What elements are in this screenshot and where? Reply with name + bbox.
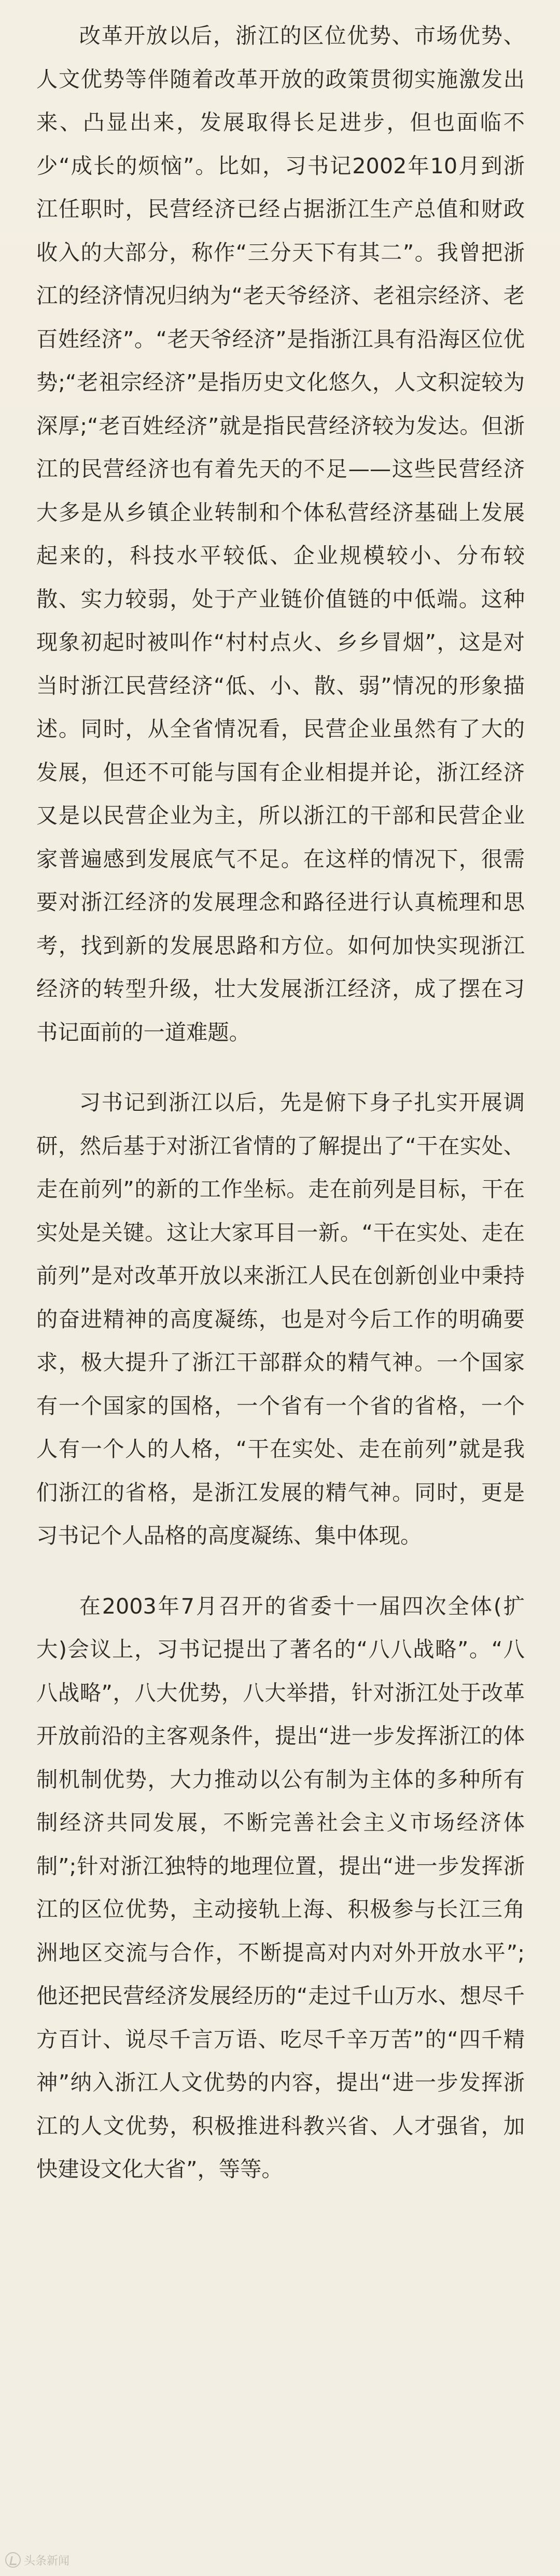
article-paragraph-1: 改革开放以后，浙江的区位优势、市场优势、人文优势等伴随着改革开放的政策贯彻实施激发出来、凸显出来，发展取得长足进步，但也面临不少“成长的烦恼”。比如，习书记2002年10月到浙江任职时，民营经济已经占据浙江生产总值和财政收入的大部分，称作“三分天下有其二”。我曾把浙江的经济情况归纳为“老天爷经济、老祖宗经济、老百姓经济”。“老天爷经济”是指浙江具有沿海区位优势;“老祖宗经济”是指历史文化悠久，人文积淀较为深厚;“老百姓经济”就是指民营经济较为发达。但浙江的民营经济也有着先天的不足——这些民营经济大多是从乡镇企业转制和个体私营经济基础上发展起来的，科技水平较低、企业规模较小、分布较散、实力较弱，处于产业链价值链的中低端。这种现象初起时被叫作“村村点火、乡乡冒烟”，这是对当时浙江民营经济“低、小、散、弱”情况的形象描述。同时，从全省情况看，民营企业虽然有了大的发展，但还不可能与国有企业相提并论，浙江经济又是以民营企业为主，所以浙江的干部和民营企业家普遍感到发展底气不足。在这样的情况下，很需要对浙江经济的发展理念和路径进行认真梳理和思考，找到新的发展思路和方位。如何加快实现浙江经济的转型升级，壮大发展浙江经济，成了摆在习书记面前的一道难题。 bbox=[36, 23, 525, 1045]
article-paragraph-3: 在2003年7月召开的省委十一届四次全体(扩大)会议上，习书记提出了著名的“八八战略”。“八八战略”，八大优势，八大举措，针对浙江处于改革开放前沿的主客观条件，提出“进一步发挥浙江的体制机制优势，大力推动以公有制为主体的多种所有制经济共同发展，不断完善社会主义市场经济体制”;针对浙江独特的地理位置，提出“进一步发挥浙江的区位优势，主动接轨上海、积极参与长江三角洲地区交流与合作，不断提高对内对外开放水平”;他还把民营经济发展经历的“走过千山万水、想尽千方百计、说尽千言万语、吃尽千辛万苦”的“四千精神”纳入浙江人文优势的内容，提出“进一步发挥浙江的人文优势，积极推进科教兴省、人才强省，加快建设文化大省”，等等。 bbox=[36, 1593, 525, 2182]
article-paragraph-2: 习书记到浙江以后，先是俯下身子扎实开展调研，然后基于对浙江省情的了解提出了“干在实处、走在前列”的新的工作坐标。走在前列是目标，干在实处是关键。这让大家耳目一新。“干在实处、走在前列”是对改革开放以来浙江人民在创新创业中秉持的奋进精神的高度凝练，也是对今后工作的明确要求，极大提升了浙江干部群众的精气神。一个国家有一个国家的国格，一个省有一个省的省格，一个人有一个人的人格，“干在实处、走在前列”就是我们浙江的省格，是浙江发展的精气神。同时，更是习书记个人品格的高度凝练、集中体现。 bbox=[36, 1090, 525, 1548]
article-body bbox=[36, 15, 525, 2192]
toutiao-logo-icon bbox=[5, 2552, 21, 2568]
watermark-text: 头条新闻 bbox=[24, 2554, 70, 2568]
watermark bbox=[5, 2551, 69, 2569]
